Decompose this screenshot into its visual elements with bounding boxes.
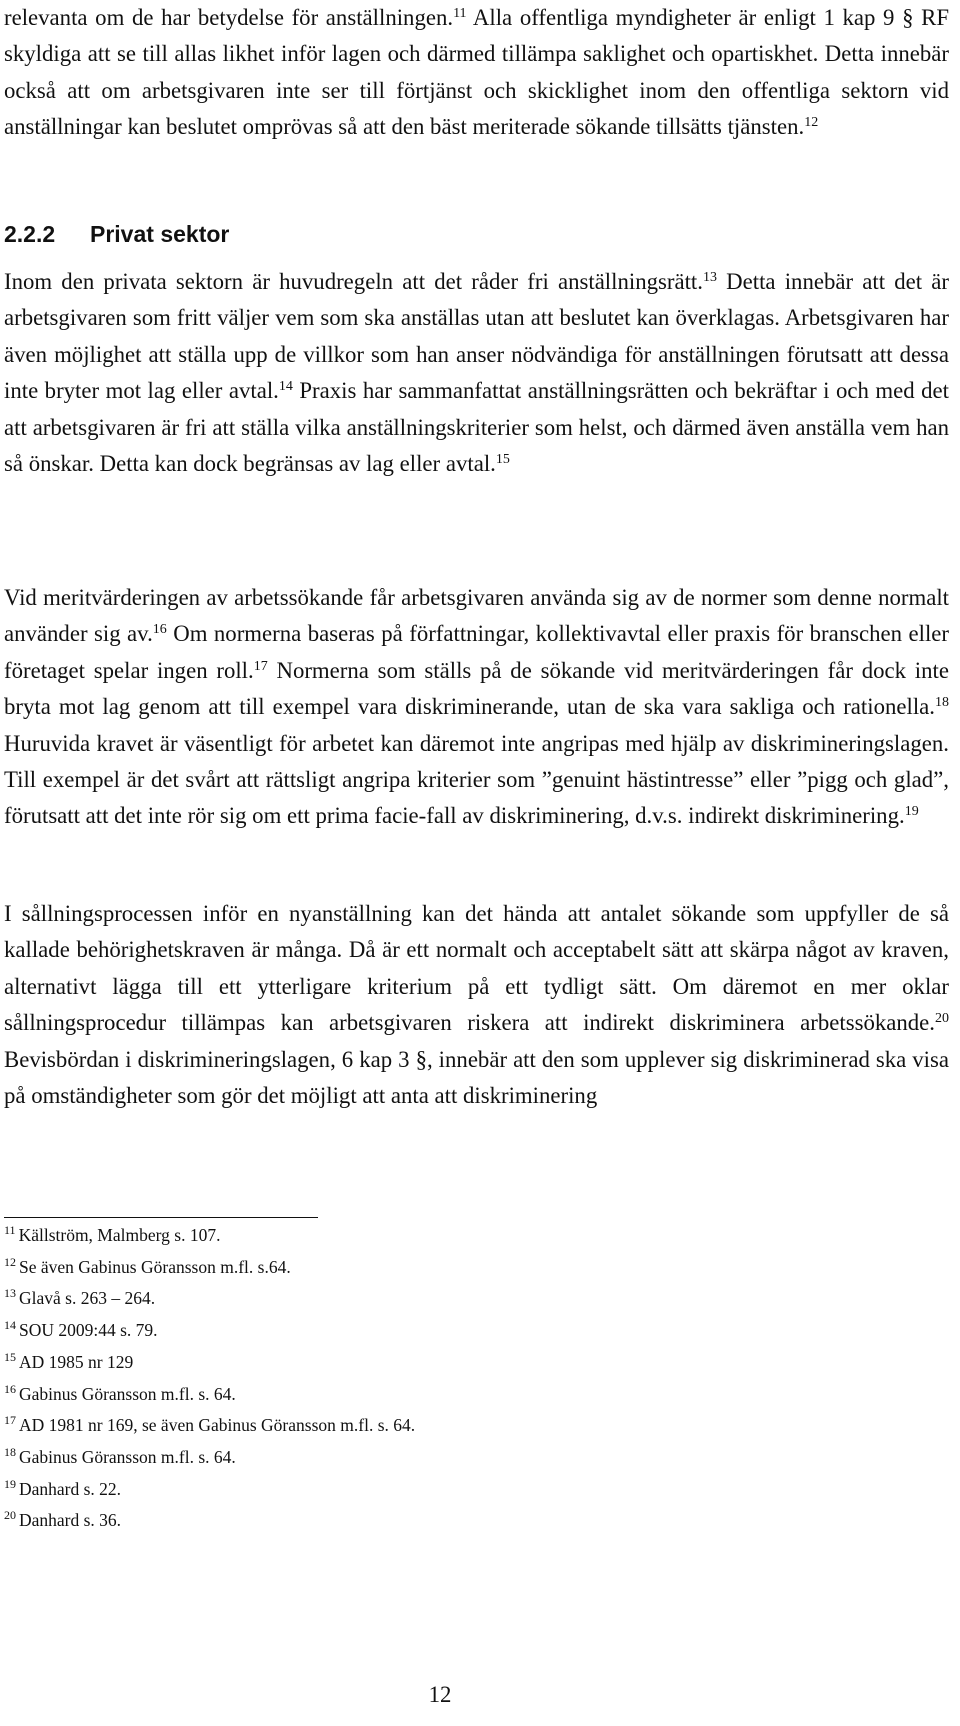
footnote — [4, 1379, 704, 1411]
paragraph-text: Bevisbördan i diskrimineringslagen, 6 kap 3 §, innebär att den som upplever sig diskriminerad ska visa på omständigheter som gör det möjligt att anta att diskriminering — [4, 1046, 949, 1109]
footnote-text: Gabinus Göransson m.fl. s. 64. — [19, 1446, 236, 1467]
footnote-text: AD 1985 nr 129 — [19, 1351, 134, 1372]
paragraph-text: Huruvida kravet är väsentligt för arbetet kan däremot inte angripas med hjälp av diskrimineringslagen. Till exempel är det svårt att rättsligt angripa kriterier som ”genuint hästintresse” eller ”pigg och glad”, förutsatt att det inte rör sig om ett prima facie-fall av diskriminering, d.v.s. indirekt diskriminering. — [4, 730, 949, 829]
footnote-ref[interactable]: 14 — [278, 379, 293, 395]
footnote-text: Källström, Malmberg s. 107. — [18, 1225, 221, 1245]
paragraph-text: Vid meritvärderingen av arbetssökande får arbetsgivaren använda sig av de normer som denne normalt använder sig av. — [4, 585, 949, 647]
paragraph-text: I sållningsprocessen inför en nyanställning kan det hända att antalet sökande som uppfyller de så kallade behörighetskraven är många. Då är ett normalt och acceptabelt sätt att skärpa något av kraven, alternativt lägga till ett ytterligare kriterium på ett tydligt sätt. Om däremot en mer oklar sållningsprocedur tillämpas kan arbetsgivaren riskera att indirekt diskriminera arbetssökande. — [4, 901, 949, 1036]
footnote-separator — [4, 1217, 318, 1218]
footnote-ref[interactable]: 16 — [152, 622, 167, 638]
footnote — [4, 1315, 704, 1347]
footnote-number: 11 — [4, 1223, 16, 1237]
footnote-number: 12 — [4, 1254, 16, 1269]
footnote-text: SOU 2009:44 s. 79. — [19, 1320, 158, 1341]
footnote-list — [4, 1220, 704, 1537]
footnote-number: 20 — [4, 1508, 16, 1523]
footnote-number: 15 — [4, 1349, 16, 1364]
footnote-number: 19 — [4, 1476, 16, 1491]
page-number: 12 — [428, 1682, 452, 1707]
footnote-ref[interactable]: 20 — [935, 1011, 949, 1027]
footnote-ref[interactable]: 19 — [904, 804, 919, 820]
footnote — [4, 1442, 704, 1474]
body-paragraph-3 — [4, 580, 949, 835]
paragraph-text: Detta innebär att det är arbetsgivaren som fritt väljer vem som ska anställas utan att beslutet kan överklagas. Arbetsgivaren har även möjlighet att ställa upp de villkor som han anser nödvändiga för anställningen förutsatt att dessa inte bryter mot lag eller avtal. — [4, 269, 949, 404]
footnote — [4, 1252, 704, 1284]
footnote — [4, 1505, 704, 1537]
paragraph-text: relevanta om de har betydelse för anställningen. — [4, 5, 454, 30]
body-paragraph-4 — [4, 896, 949, 1114]
footnote-number: 14 — [4, 1318, 16, 1333]
paragraph-text: Alla offentliga myndigheter är enligt 1 kap 9 § RF skyldiga att se till allas likhet inför lagen och därmed tillämpa saklighet och opartiskhet. Detta innebär också att om arbetsgivaren inte ser till förtjänst och skicklighet inom den offentliga sektorn vid anställningar kan beslutet omprövas så att den bäst meriterade sökande tillsätts tjänsten. — [4, 5, 949, 140]
paragraph-text: Inom den privata sektorn är huvudregeln att det råder fri anställningsrätt. — [4, 269, 703, 294]
paragraph-text: Normerna som ställs på de sökande vid meritvärderingen får dock inte bryta mot lag genom att till exempel vara diskriminerande, utan de ska vara sakliga och rationella. — [4, 657, 949, 720]
footnote — [4, 1410, 704, 1442]
footnote-text: Se även Gabinus Göransson m.fl. s.64. — [19, 1256, 291, 1277]
footnote-ref[interactable]: 13 — [702, 270, 717, 285]
footnote — [4, 1347, 704, 1379]
footnote-ref[interactable]: 15 — [495, 452, 510, 468]
section-title: Privat sektor — [90, 221, 230, 247]
footnote-text: Danhard s. 36. — [19, 1510, 122, 1531]
footnote — [4, 1283, 704, 1315]
paragraph-text: Praxis har sammanfattat anställningsrätten och bekräftar i och med det att arbetsgivaren är fri att ställa vilka anställningskriterier som helst, och därmed även anställa vem han så önskar. Detta kan dock begränsas av lag eller avtal. — [4, 378, 949, 477]
paragraph-text: Om normerna baseras på författningar, kollektivavtal eller praxis för branschen eller företaget spelar ingen roll. — [4, 621, 949, 683]
body-paragraph-1 — [4, 0, 949, 146]
footnote-number: 17 — [4, 1413, 16, 1428]
footnote-text: Glavå s. 263 – 264. — [19, 1288, 156, 1309]
footnote-text: Gabinus Göransson m.fl. s. 64. — [19, 1383, 236, 1404]
section-heading — [4, 218, 229, 250]
footnote-text: AD 1981 nr 169, se även Gabinus Göransson m.fl. s. 64. — [19, 1415, 416, 1436]
footnote-number: 18 — [4, 1444, 16, 1459]
footnote-number: 16 — [4, 1381, 16, 1396]
footnote-ref[interactable]: 18 — [935, 695, 949, 711]
section-number: 2.2.2 — [4, 221, 56, 247]
footnote — [4, 1474, 704, 1506]
footnote-number: 13 — [4, 1286, 16, 1301]
footnote-ref[interactable]: 11 — [453, 6, 467, 21]
footnote-ref[interactable]: 12 — [804, 115, 819, 131]
footnote — [4, 1220, 704, 1252]
body-paragraph-2 — [4, 264, 949, 482]
footnote-text: Danhard s. 22. — [19, 1478, 122, 1499]
footnote-ref[interactable]: 17 — [253, 658, 268, 674]
